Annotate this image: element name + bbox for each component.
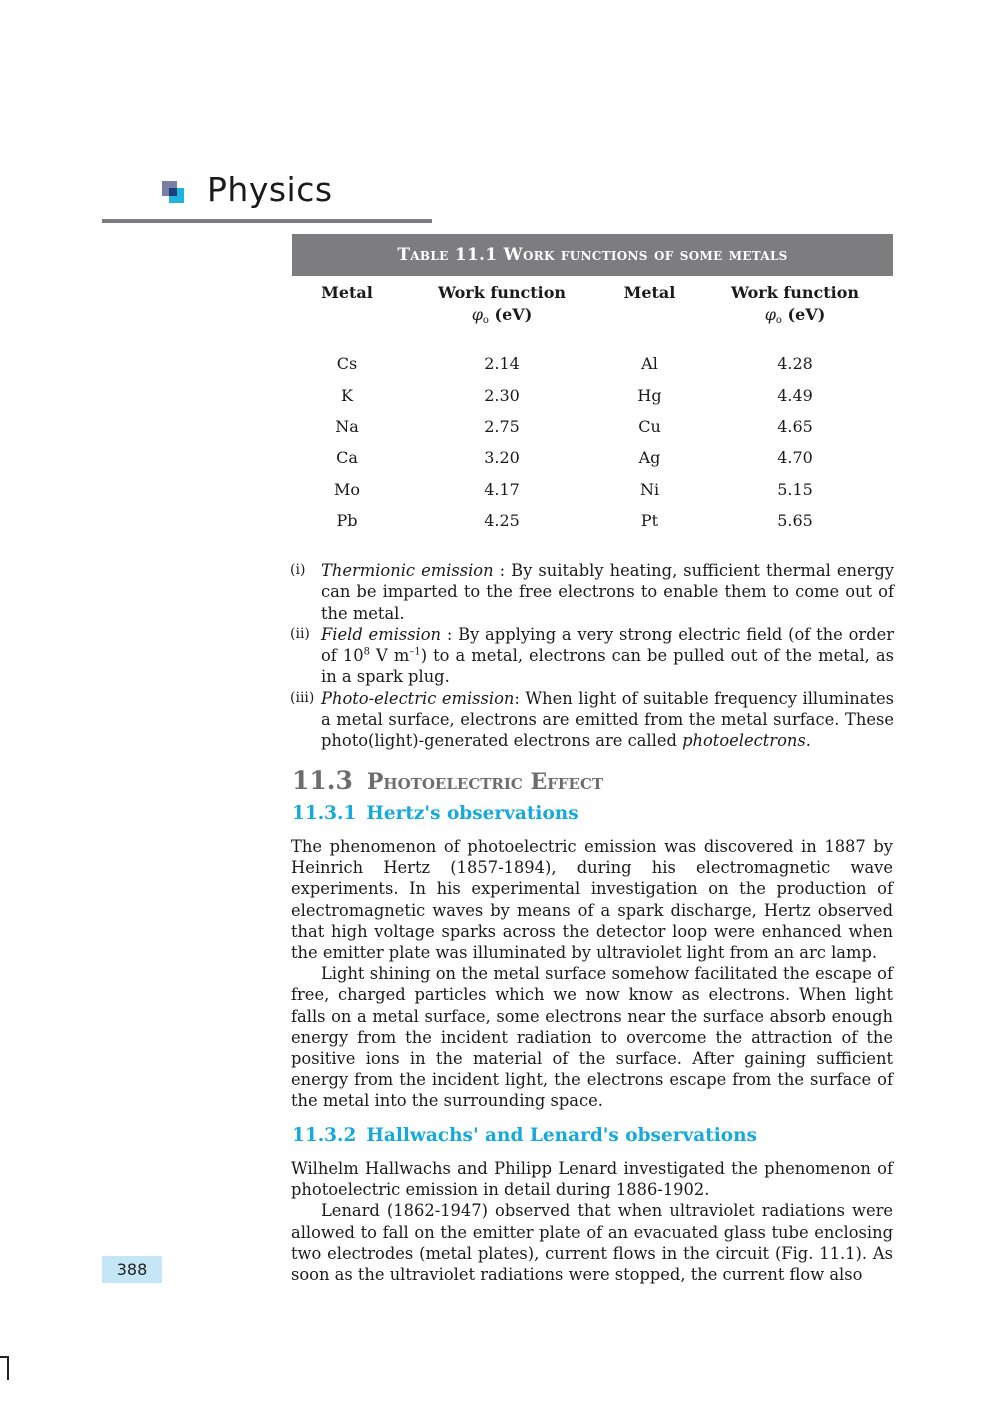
physics-logo-icon [162, 181, 186, 205]
exponent: 8 [363, 646, 370, 658]
table-row [292, 411, 893, 442]
emission-types-list [290, 560, 894, 752]
header-label: Work function [730, 283, 860, 302]
work-function-cell: 4.70 [777, 448, 813, 468]
term-field: Field emission [321, 624, 442, 644]
page-number: 388 [102, 1256, 162, 1283]
paragraph: Lenard (1862-1947) observed that when ultraviolet radiations were allowed to fall on the emitter plate of an evacuated glass tube enclosing two electrodes (metal plates), current flows in the circuit (Fig. 11.1). As soon as the ultraviolet radiations were stopped, the current flow also [291, 1201, 893, 1285]
phi-subscript: o [775, 315, 782, 326]
header-label: Metal [321, 283, 373, 302]
phi-subscript: o [482, 315, 489, 326]
list-number: (i) [290, 562, 306, 578]
phi-symbol: φ [471, 305, 483, 324]
work-function-cell: 5.65 [777, 511, 813, 531]
metal-cell: Ca [336, 448, 358, 468]
logo-overlap [169, 188, 177, 196]
crop-mark [0, 1356, 9, 1380]
list-item-field [290, 624, 894, 688]
subsection-heading-hallwachs-lenard [292, 1125, 757, 1146]
unit-label: (eV) [494, 305, 533, 324]
paragraph: The phenomenon of photoelectric emission was discovered in 1887 by Heinrich Hertz (1857-1894), during his electromagnetic wave experiments. In his experimental investigation on the production of electromagnetic waves by means of a spark discharge, Hertz observed that high voltage sparks across the detector loop were enhanced when the emitter plate was illuminated by ultraviolet light from an arc lamp. [291, 837, 893, 963]
metal-cell: Na [335, 416, 359, 436]
list-text: ) to a metal, electrons can be pulled out of the metal, as in a spark plug. [321, 646, 894, 687]
work-function-cell: 3.20 [484, 448, 520, 468]
subsection-number: 11.3.2 [292, 1125, 357, 1146]
work-function-cell: 5.15 [777, 479, 813, 499]
list-item-thermionic [290, 560, 894, 624]
term-photoelectric: Photo-electric emission [321, 688, 515, 708]
unit-label: (eV) [787, 305, 826, 324]
work-function-table [292, 282, 893, 536]
exponent: –1 [409, 646, 421, 658]
section-number: 11.3 [292, 766, 353, 795]
header-work-function-2 [697, 282, 893, 348]
list-text: V m [369, 646, 410, 666]
section-title: Photoelectric Effect [366, 769, 604, 795]
work-function-cell: 2.30 [484, 385, 520, 405]
metal-cell: Mo [333, 479, 360, 499]
subsection-title: Hertz's observations [366, 803, 579, 824]
list-text: : When light of suitable frequency illuminates a metal surface, electrons are emitted from the metal surface. These photo(light)-generated electrons are called [321, 688, 895, 751]
term-photoelectrons: photoelectrons [682, 731, 806, 751]
metal-cell: Pt [640, 511, 659, 531]
table-row [292, 474, 893, 505]
metal-cell: K [341, 385, 353, 405]
metal-cell: Cs [336, 354, 358, 374]
header-metal-1 [292, 282, 402, 348]
list-item-photoelectric [290, 688, 894, 752]
hallwachs-lenard-paragraphs [291, 1158, 893, 1285]
book-title: Physics [207, 170, 333, 209]
metal-cell: Hg [637, 385, 662, 405]
list-number: (iii) [290, 689, 315, 706]
list-number: (ii) [290, 625, 310, 642]
list-text: : By applying a very strong electric field (of the order of 10 [321, 624, 894, 666]
table-header-row [292, 282, 893, 348]
table-row [292, 442, 893, 473]
paragraph: Light shining on the metal surface somehow facilitated the escape of free, charged particles which we now know as electrons. When light falls on a metal surface, some electrons near the surface absorb enough energy from the incident radiation to overcome the attraction of the positive ions in the material of the surface. After gaining sufficient energy from the incident light, the electrons escape from the surface of the metal into the surrounding space. [291, 964, 893, 1111]
work-function-cell: 2.14 [484, 354, 520, 374]
section-heading [292, 766, 603, 795]
header-metal-2 [602, 282, 697, 348]
work-function-cell: 4.17 [484, 479, 520, 499]
table-caption: Table 11.1 Work functions of some metals [292, 234, 893, 276]
subsection-title: Hallwachs' and Lenard's observations [366, 1125, 757, 1146]
paragraph: Wilhelm Hallwachs and Philipp Lenard investigated the phenomenon of photoelectric emission in detail during 1886-1902. [291, 1159, 893, 1200]
metal-cell: Pb [336, 511, 358, 531]
term-thermionic: Thermionic emission [321, 561, 494, 580]
header-label: Work function [437, 283, 567, 302]
metal-cell: Al [641, 354, 658, 374]
work-function-cell: 2.75 [484, 416, 520, 436]
subsection-heading-hertz [292, 803, 579, 824]
metal-cell: Cu [638, 416, 661, 436]
table-row [292, 379, 893, 410]
work-function-cell: 4.25 [484, 511, 520, 531]
header-rule [102, 219, 432, 223]
work-function-cell: 4.65 [777, 416, 813, 436]
hertz-paragraphs [291, 836, 893, 1112]
phi-symbol: φ [764, 305, 776, 324]
work-function-cell: 4.49 [777, 385, 813, 405]
subsection-number: 11.3.1 [292, 803, 357, 824]
table-row [292, 505, 893, 536]
metal-cell: Ni [639, 479, 660, 499]
list-text: . [805, 731, 811, 751]
table-row [292, 348, 893, 379]
list-text: : By suitably heating, sufficient thermal energy can be imparted to the free electrons to enable them to come out of the metal. [321, 561, 894, 623]
metal-cell: Ag [638, 448, 661, 468]
work-function-cell: 4.28 [777, 354, 813, 374]
header-work-function-1 [402, 282, 602, 348]
header-label: Metal [623, 283, 676, 302]
